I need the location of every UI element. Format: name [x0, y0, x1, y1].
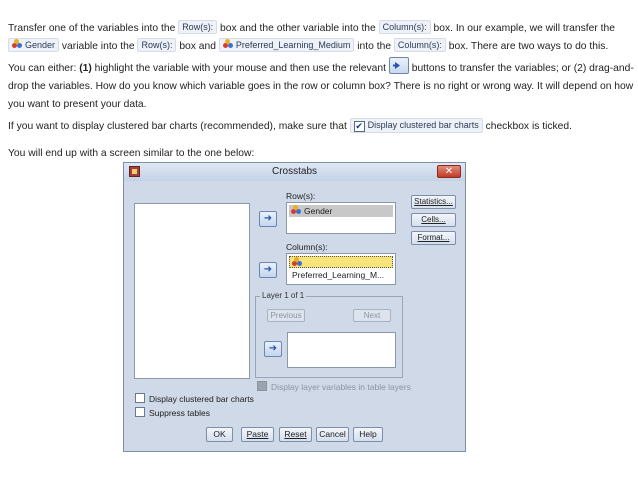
move-to-rows-button[interactable]: ➜ [259, 211, 277, 227]
text: variable into the [59, 41, 138, 52]
text: buttons to transfer the variables; or (2) drag-and-drop the variables. How do you know which variable goes in the row or column box? There is no right or wrong way. It will depend on how you want to present your data. [8, 63, 634, 110]
btn-label: Paste [246, 429, 269, 439]
paragraph-bar-charts [8, 118, 634, 136]
suppress-tables-checkbox[interactable] [135, 407, 210, 418]
close-button[interactable]: ✕ [437, 165, 461, 178]
text: box. There are two ways to do this. [445, 41, 609, 52]
display-bar-charts-checkbox[interactable] [135, 393, 254, 404]
check-icon: ✔ [355, 121, 363, 131]
cancel-button[interactable]: Cancel [316, 427, 349, 442]
text: box and the other variable into the [217, 23, 379, 34]
text: Transfer one of the variables into the [8, 23, 179, 34]
item-label: Gender [304, 206, 333, 216]
paragraph-end: You will end up with a screen similar to the one below: [8, 148, 255, 159]
move-to-columns-button[interactable]: ➜ [259, 262, 277, 278]
text: highlight the variable with your mouse and then use the relevant [91, 63, 389, 74]
list-item[interactable] [289, 205, 393, 217]
checkbox-label: Suppress tables [149, 408, 210, 418]
nominal-variable-icon [291, 205, 301, 215]
list-item[interactable] [289, 256, 393, 280]
nominal-variable-icon [223, 39, 233, 49]
layer-label: Layer 1 of 1 [262, 291, 305, 300]
btn-label: Cells... [421, 215, 446, 224]
format-button[interactable] [411, 231, 456, 245]
text: If you want to display clustered bar charts (recommended), make sure that [8, 121, 350, 132]
rows-label: Row(s): [286, 191, 316, 201]
crosstabs-dialog [123, 162, 466, 452]
paragraph-methods [8, 57, 634, 114]
var-name: Gender [25, 40, 56, 50]
text: You can either: [8, 63, 80, 74]
paste-button[interactable] [241, 427, 274, 442]
columns-label: Column(s): [286, 242, 328, 252]
tag-label: Display clustered bar charts [367, 120, 479, 130]
btn-label: Statistics... [414, 197, 453, 206]
preferred-tag [219, 38, 355, 52]
source-variable-list[interactable] [134, 203, 250, 379]
checkbox-box [257, 381, 267, 391]
text: box and [176, 41, 219, 52]
gender-tag [8, 38, 59, 52]
rows-list[interactable] [286, 202, 396, 234]
next-button[interactable]: Next [353, 309, 391, 322]
rows-tag: Row(s): [178, 20, 217, 34]
btn-label: Format... [417, 233, 450, 242]
checkbox-box [135, 393, 145, 403]
display-bar-tag [350, 118, 483, 133]
rows-tag: Row(s): [137, 38, 176, 52]
text: (1) [79, 63, 92, 74]
text: checkbox is ticked. [482, 121, 572, 132]
text: box. In our example, we will transfer the [430, 23, 615, 34]
statistics-button[interactable] [411, 195, 456, 209]
cells-button[interactable] [411, 213, 456, 227]
display-layer-checkbox[interactable] [257, 381, 411, 392]
previous-button[interactable]: Previous [267, 309, 305, 322]
move-to-layer-button[interactable]: ➜ [264, 341, 282, 357]
text: into the [354, 41, 394, 52]
dialog-title: Crosstabs [271, 166, 317, 177]
checkbox-label: Display layer variables in table layers [271, 382, 411, 392]
reset-button[interactable] [279, 427, 312, 442]
help-button[interactable]: Help [353, 427, 383, 442]
nominal-variable-icon [292, 257, 302, 267]
paragraph-transfer [8, 20, 634, 56]
columns-tag: Column(s): [394, 38, 446, 52]
ok-button[interactable]: OK [206, 427, 233, 442]
layer-group [255, 291, 403, 378]
checkbox-label: Display clustered bar charts [149, 394, 254, 404]
columns-list[interactable] [286, 253, 396, 285]
dialog-titlebar[interactable] [124, 163, 465, 181]
checkbox-box [135, 407, 145, 417]
columns-tag: Column(s): [379, 20, 431, 34]
var-name: Preferred_Learning_Medium [235, 40, 351, 50]
transfer-arrow-icon [389, 57, 409, 74]
layer-list[interactable] [287, 332, 396, 368]
item-label: Preferred_Learning_M... [292, 270, 385, 280]
btn-label: Reset [284, 429, 307, 439]
nominal-variable-icon [12, 39, 22, 49]
